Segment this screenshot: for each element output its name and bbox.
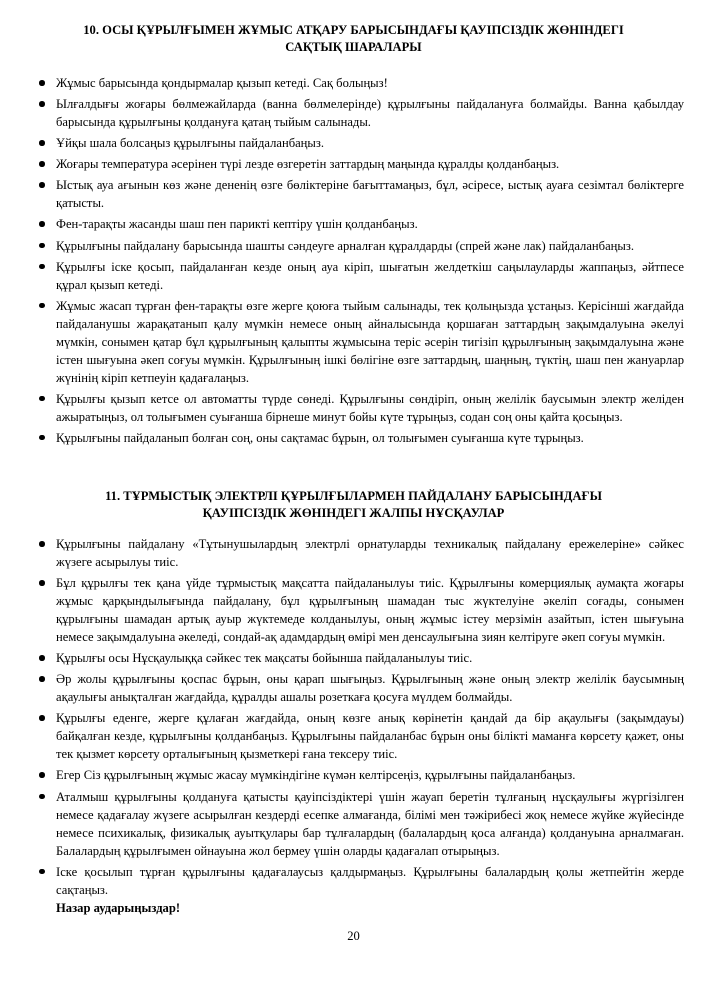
bullet-icon <box>39 303 45 309</box>
list-item <box>39 709 684 763</box>
list-item-text: Құрылғыны пайдалану «Тұтынушылардың электрлі орнатуларды техникалық пайдалану ережелеріне» сәйкес жүзеге асырылуы тиіс. <box>56 537 684 569</box>
list-item <box>39 788 684 860</box>
page-number: 20 <box>347 929 360 943</box>
bullet-icon <box>39 396 45 402</box>
list-item-text: Құрылғыны пайдаланып болған соң, оны сақтамас бұрын, ол толығымен суығанша күте тұрыңыз. <box>56 430 584 445</box>
bullet-icon <box>39 101 45 107</box>
bullet-icon <box>39 772 45 778</box>
list-item-text: Іске қосылып тұрған құрылғыны қадағалаусыз қалдырмаңыз. Құрылғыны балалардың қолы жетпейтін жерде сақтаңыз. <box>56 864 684 897</box>
section-2-title: 11. ТҰРМЫСТЫҚ ЭЛЕКТРЛІ ҚҰРЫЛҒЫЛАРМЕН ПАЙДАЛАНУ БАРЫСЫНДАҒЫ ҚАУІПСІЗДІК ЖӨНІНДЕГІ ЖАЛПЫ НҰСҚАУЛАР <box>105 489 602 520</box>
bullet-icon <box>39 161 45 167</box>
list-item <box>39 574 684 646</box>
bullet-icon <box>39 140 45 146</box>
list-item-text: Аталмыш құрылғыны қолдануға қатысты қауіпсіздіктері үшін жауап беретін тұлғаның нұсқаулығы жүргізілген немесе қадағалау жүзеге асырылған кездерді есепке алмағанда, білімі мен тәжірибесі жоқ немесе жүйке жүйесінде немесе психикалық, физикалық ауытқулары бар тұлғалардың (балалардың қоса алғанда) қолдануына арналмаған. Балалардың құрылғымен ойнауына жол бермеу үшін оларды қадағалап отырыңыз. <box>56 789 684 858</box>
bullet-icon <box>39 580 45 586</box>
list-item <box>39 95 684 131</box>
list-item-text: Жұмыс жасап тұрған фен-тарақты өзге жерге қоюға тыйым салынады, тек қолыңызда ұстаңыз. Керісінші жағдайда пайдаланушы жарақатанып қалу мүмкін немесе оның айналысында қоршаған заттардың зақымдалуына әкелуі мүмкін, сонымен қатар бұл құрылғының қалыпты жұмысына теріс әсерін тигізіп құрылғының зақымдалуына және істен шығуына әкеп соғуы мүмкін. Құрылғының ішкі бөлігіне өзге заттардың, шаңның, түктің, шаш пен жануарлар жүнінің кіріп кетпеуін қадағалаңыз. <box>56 298 684 385</box>
list-item-text: Құрылғы еденге, жерге құлаған жағдайда, оның көзге анық көрінетін қандай да бір ақаулығы (зақымдауы) байқалған кезде, құрылғыны қолданбаңыз. Құрылғыны пайдаланбас бұрын оны білікті маманға көрсету қажет, оны тек қызмет көрсету орталығының қызметкері ғана тексеру тиіс. <box>56 711 684 762</box>
list-item <box>39 215 684 233</box>
bullet-icon <box>39 264 45 270</box>
list-item <box>39 766 684 784</box>
list-item-text: Егер Сіз құрылғының жұмыс жасау мүмкіндігіне күмән келтірсеңіз, құрылғыны пайдаланбаңыз. <box>56 768 576 783</box>
list-item-text: Жоғары температура әсерінен түрі лезде өзгеретін заттардың маңында құралды қолданбаңыз. <box>56 157 560 172</box>
list-item-text: Құрылғыны пайдалану барысында шашты сәндеуге арналған құралдарды (спрей және лак) пайдаланбаңыз. <box>56 238 634 253</box>
list-item <box>39 429 684 447</box>
bullet-icon <box>39 80 45 86</box>
list-item <box>39 863 684 917</box>
section-2-list <box>39 535 684 920</box>
list-item-text: Құрылғы осы Нұсқаулыққа сәйкес тек мақсаты бойынша пайдаланылуы тиіс. <box>56 651 473 666</box>
list-item-text: Құрылғы іске қосып, пайдаланған кезде оның ауа кіріп, шығатын желдеткіш саңылауларды жаппаңыз, әйтпесе құрал қызып кетеді. <box>56 259 684 292</box>
bullet-icon <box>39 243 45 249</box>
list-item <box>39 134 684 152</box>
list-item-text: Құрылғы қызып кетсе ол автоматты түрде сөнеді. Құрылғыны сөндіріп, оның желілік баусымын электр желіден ажыратыңыз, ол толығымен суығанша бірнеше минут бойы күте тұрыңыз, содан соң оны қайта қосыңыз. <box>56 391 684 424</box>
section-1-title: 10. ОСЫ ҚҰРЫЛҒЫМЕН ЖҰМЫС АТҚАРУ БАРЫСЫНДАҒЫ ҚАУІПСІЗДІК ЖӨНІНДЕГІ САҚТЫҚ ШАРАЛАРЫ <box>83 23 624 54</box>
list-item-text: Ылғалдығы жоғары бөлмежайларда (ванна бөлмелерінде) құрылғыны пайдалануға болмайды. Ванна қабылдау барысында құрылғыны қолдануға қатаң тыйым салынады. <box>56 97 684 130</box>
bullet-icon <box>39 794 45 800</box>
list-item-text: Жұмыс барысында қондырмалар қызып кетеді. Сақ болыңыз! <box>56 76 388 90</box>
list-item <box>39 649 684 667</box>
bullet-icon <box>39 869 45 875</box>
bullet-icon <box>39 715 45 721</box>
list-item-text: Бұл құрылғы тек қана үйде тұрмыстық мақсатта пайдаланылуы тиіс. Құрылғыны комерциялық аумақта жоғары жұмыс қарқындылығында пайдалану, бұл құрылғының шамадан тыс жүктелуіне әкеліп соғады, сонымен құрылғыны шамадан артық ауыр жүктемеде колданылуы, оның жұмыс істеу мерзімін азайтып, істен шығуына немесе зақымдалуына әкеледі, сондай-ақ адамдардың өмірі мен денсаулығына зиян келтіруге әкеп соғуы мүмкін. <box>56 576 684 645</box>
list-item <box>39 670 684 706</box>
bullet-icon <box>39 182 45 188</box>
list-item <box>39 74 684 92</box>
list-item-text: Әр жолы құрылғыны қоспас бұрын, оны қарап шығыңыз. Құрылғының және оның электр желілік баусымның ақаулығы анықталған жағдайда, құралды ашалы розеткаға қосуға мүлдем болмайды. <box>56 672 684 705</box>
list-item-text: Ұйқы шала болсаңыз құрылғыны пайдаланбаңыз. <box>56 136 325 151</box>
bullet-icon <box>39 541 45 547</box>
bullet-icon <box>39 435 45 441</box>
list-item <box>39 176 684 212</box>
list-item <box>39 237 684 255</box>
section-1-list <box>39 74 684 450</box>
list-item <box>39 297 684 387</box>
attention-note: Назар аударыңыздар! <box>56 900 181 915</box>
list-item-text: Ыстық ауа ағынын көз және дененің өзге бөліктеріне бағыттамаңыз, бұл, әсіресе, ыстық ауаға сезімтал бөліктерге қатысты. <box>56 178 684 211</box>
list-item <box>39 535 684 571</box>
list-item <box>39 258 684 294</box>
list-item <box>39 390 684 426</box>
bullet-icon <box>39 676 45 682</box>
list-item-text: Фен-тарақты жасанды шаш пен парикті кептіру үшін қолданбаңыз. <box>56 217 418 232</box>
bullet-icon <box>39 655 45 661</box>
bullet-icon <box>39 221 45 227</box>
list-item <box>39 155 684 173</box>
